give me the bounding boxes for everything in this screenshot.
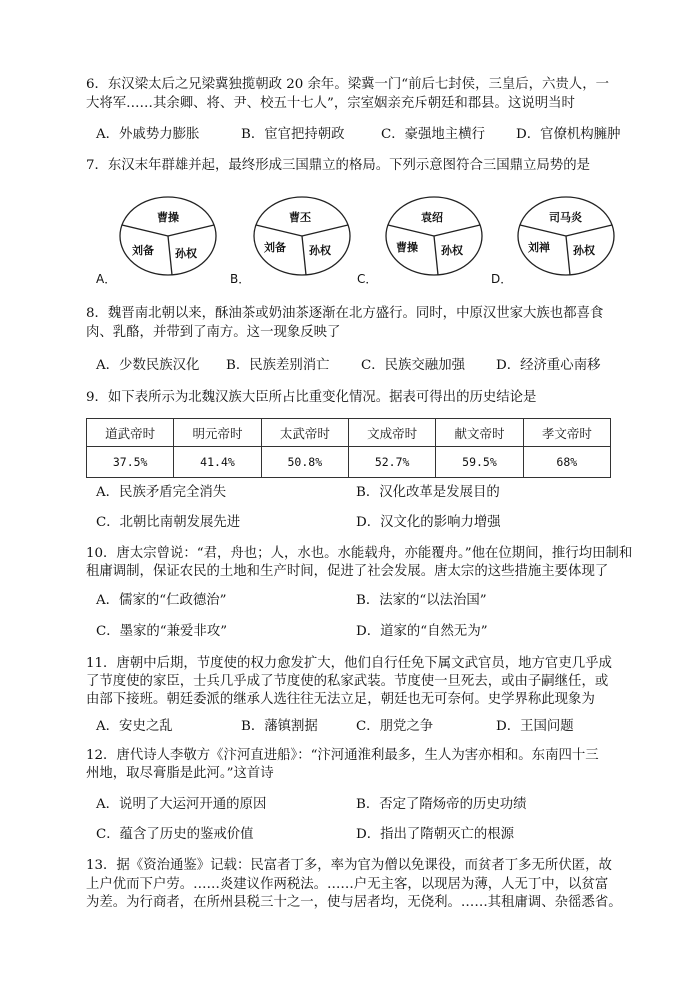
q12-stem-line2: 州地，取尽膏脂是此河。”这首诗 bbox=[86, 766, 274, 781]
q7-diagram-c[interactable] bbox=[384, 195, 484, 277]
q9-option-a[interactable]: A．民族矛盾完全消失 bbox=[96, 485, 227, 500]
table-header-cell: 文成帝时 bbox=[348, 419, 435, 447]
q7-d-top-label: 司马炎 bbox=[549, 211, 582, 224]
q10-option-c[interactable]: C．墨家的“兼爱非攻” bbox=[96, 624, 228, 639]
q13-stem-line2: 上户优而下户劳。……炎建议作两税法。……户无主客，以现居为薄，人无丁中，以贫富 bbox=[86, 877, 609, 892]
q8-option-b[interactable]: B．民族差别消亡 bbox=[226, 358, 330, 373]
table-cell: 52.7% bbox=[348, 447, 435, 478]
q6-option-c[interactable]: C．豪强地主横行 bbox=[381, 127, 485, 142]
q11-option-d[interactable]: D．王国问题 bbox=[496, 719, 574, 734]
q7-d-left-label: 刘禅 bbox=[528, 241, 550, 254]
q7-b-top-label: 曹丕 bbox=[289, 211, 311, 224]
table-cell: 37.5% bbox=[87, 447, 174, 478]
q7-a-right-label: 孙权 bbox=[175, 247, 197, 260]
q7-diagram-c-shape bbox=[384, 195, 484, 277]
q12-option-a[interactable]: A．说明了大运河开通的原因 bbox=[96, 797, 267, 812]
table-header-cell: 明元帝时 bbox=[174, 419, 261, 447]
q10-stem-line2: 租庸调制，保证农民的土地和生产时间，促进了社会发展。唐太宗的这些措施主要体现了 bbox=[86, 564, 609, 579]
q7-option-c-letter[interactable]: C． bbox=[357, 272, 378, 286]
q12-stem-line1: 12．唐代诗人李敬方《汴河直进船》：“汴河通淮利最多，生人为害亦相和。东南四十三 bbox=[86, 748, 599, 763]
q11-stem-line1: 11．唐朝中后期，节度使的权力愈发扩大，他们自行任免下属文武官员，地方官吏几乎成 bbox=[86, 656, 612, 671]
table-cell: 50.8% bbox=[261, 447, 348, 478]
table-cell: 68% bbox=[523, 447, 610, 478]
q6-option-d[interactable]: D．官僚机构臃肿 bbox=[516, 127, 621, 142]
q8-option-d[interactable]: D．经济重心南移 bbox=[496, 358, 601, 373]
q11-option-a[interactable]: A．安史之乱 bbox=[96, 719, 173, 734]
q9-stem-line1: 9．如下表所示为北魏汉族大臣所占比重变化情况。据表可得出的历史结论是 bbox=[86, 390, 537, 405]
table-header-cell: 道武帝时 bbox=[87, 419, 174, 447]
q11-option-c[interactable]: C．朋党之争 bbox=[356, 719, 434, 734]
q8-stem-line2: 肉、乳酪，并带到了南方。这一现象反映了 bbox=[86, 325, 341, 340]
q7-diagram-d-shape bbox=[516, 195, 616, 277]
table-header-cell: 孝文帝时 bbox=[523, 419, 610, 447]
q7-b-right-label: 孙权 bbox=[309, 244, 331, 257]
q9-option-b[interactable]: B．汉化改革是发展目的 bbox=[356, 485, 500, 500]
table-cell: 59.5% bbox=[436, 447, 523, 478]
q11-stem-line3: 由部下接班。朝廷委派的继承人选往往无法立足，朝廷也无可奈何。史学界称此现象为 bbox=[86, 692, 595, 707]
q13-stem-line3: 为差。为行商者，在所州县税三十之一，使与居者均，无侥利。……其租庸调、杂徭悉省。 bbox=[86, 895, 622, 910]
q7-c-left-label: 曹操 bbox=[396, 241, 418, 254]
q10-option-a[interactable]: A．儒家的“仁政德治” bbox=[96, 593, 227, 608]
q13-stem-line1: 13．据《资治通鉴》记载：民富者丁多，率为官为僧以免课役，而贫者丁多无所伏匿，故 bbox=[86, 858, 612, 873]
q12-option-d[interactable]: D．指出了隋朝灭亡的根源 bbox=[356, 827, 515, 842]
q7-option-d-letter[interactable]: D． bbox=[491, 272, 513, 286]
q8-option-c[interactable]: C．民族交融加强 bbox=[361, 358, 465, 373]
table-cell: 41.4% bbox=[174, 447, 261, 478]
q7-diagram-b-shape bbox=[252, 195, 352, 277]
q8-option-a[interactable]: A．少数民族汉化 bbox=[96, 358, 200, 373]
q12-option-b[interactable]: B．否定了隋炀帝的历史功绩 bbox=[356, 797, 527, 812]
q7-stem-line1: 7．东汉末年群雄并起，最终形成三国鼎立的格局。下列示意图符合三国鼎立局势的是 bbox=[86, 158, 590, 173]
q6-option-a[interactable]: A．外戚势力膨胀 bbox=[96, 127, 200, 142]
q7-a-top-label: 曹操 bbox=[157, 211, 179, 224]
q12-option-c[interactable]: C．蕴含了历史的鉴戒价值 bbox=[96, 827, 254, 842]
q10-option-d[interactable]: D．道家的“自然无为” bbox=[356, 624, 488, 639]
q7-option-b-letter[interactable]: B． bbox=[230, 272, 251, 286]
q9-table bbox=[86, 418, 611, 478]
q9-option-d[interactable]: D．汉文化的影响力增强 bbox=[356, 515, 501, 530]
q7-d-right-label: 孙权 bbox=[573, 244, 595, 257]
q7-option-a-letter[interactable]: A． bbox=[96, 272, 117, 286]
q7-c-right-label: 孙权 bbox=[441, 244, 463, 257]
q11-option-b[interactable]: B．藩镇割据 bbox=[241, 719, 318, 734]
q7-a-left-label: 刘备 bbox=[132, 244, 154, 257]
q6-stem-line1: 6．东汉梁太后之兄梁冀独揽朝政 20 余年。梁冀一门“前后七封侯，三皇后，六贵人，一 bbox=[86, 77, 609, 92]
table-row bbox=[87, 447, 611, 478]
table-header-row bbox=[87, 419, 611, 447]
q11-stem-line2: 了节度使的家臣，士兵几乎成了节度使的私家武装。节度使一旦死去，或由子嗣继任，或 bbox=[86, 674, 609, 689]
q7-c-top-label: 袁绍 bbox=[421, 211, 443, 224]
table-header-cell: 太武帝时 bbox=[261, 419, 348, 447]
q10-stem-line1: 10．唐太宗曾说：“君，舟也；人，水也。水能载舟，亦能覆舟。”他在位期间，推行均田制和 bbox=[86, 546, 633, 561]
q7-diagram-a[interactable] bbox=[118, 195, 218, 277]
table-header-cell: 献文帝时 bbox=[436, 419, 523, 447]
q10-option-b[interactable]: B．法家的“以法治国” bbox=[356, 593, 487, 608]
q7-b-left-label: 刘备 bbox=[264, 241, 286, 254]
q7-diagram-a-shape bbox=[118, 195, 218, 277]
q8-stem-line1: 8．魏晋南北朝以来，酥油茶或奶油茶逐渐在北方盛行。同时，中原汉世家大族也都喜食 bbox=[86, 306, 604, 321]
q7-diagram-b[interactable] bbox=[252, 195, 352, 277]
q6-stem-line2: 大将军……其余卿、将、尹、校五十七人”，宗室姻亲充斥朝廷和郡县。这说明当时 bbox=[86, 96, 575, 111]
q7-diagram-d[interactable] bbox=[516, 195, 616, 277]
q9-option-c[interactable]: C．北朝比南朝发展先进 bbox=[96, 515, 241, 530]
q6-option-b[interactable]: B．宦官把持朝政 bbox=[241, 127, 345, 142]
